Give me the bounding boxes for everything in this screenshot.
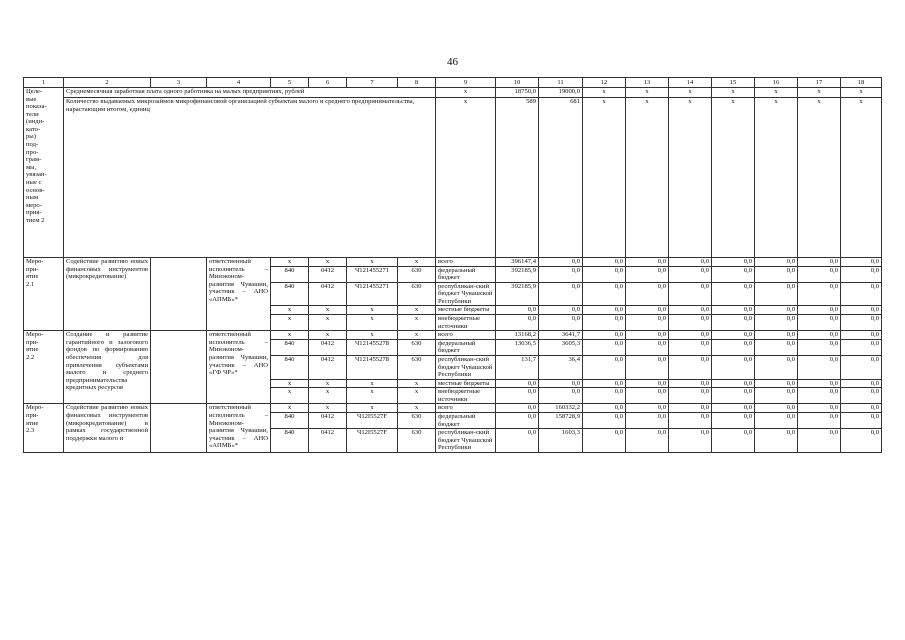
funding-value: 0,0 (539, 266, 583, 282)
funding-value: 0,0 (841, 315, 882, 331)
budget-code: х (347, 315, 398, 331)
budget-code: 630 (398, 429, 436, 453)
funding-value: 0,0 (626, 404, 669, 413)
funding-value: 0,0 (755, 404, 798, 413)
funding-value: 0,0 (626, 339, 669, 355)
funding-value: 0,0 (755, 412, 798, 428)
header-cell: 7 (347, 78, 398, 88)
funding-value: 0,0 (712, 355, 755, 379)
indicator-value: 681 (539, 98, 583, 258)
funding-value: 0,0 (626, 258, 669, 267)
budget-code: х (347, 404, 398, 413)
indicator-value: 18750,0 (496, 88, 539, 98)
funding-value: 0,0 (626, 388, 669, 404)
budget-code: 0412 (309, 412, 347, 428)
budget-code: Ч121455271 (347, 282, 398, 306)
funding-value: 0,0 (496, 379, 539, 388)
budget-code: 0412 (309, 266, 347, 282)
budget-code: 0412 (309, 429, 347, 453)
funding-value: 0,0 (626, 282, 669, 306)
indicator-row (24, 88, 882, 98)
header-cell: 9 (436, 78, 496, 88)
funding-value: 0,0 (626, 412, 669, 428)
funding-value: 0,0 (841, 339, 882, 355)
indicator-value: х (583, 88, 626, 98)
budget-code: х (271, 315, 309, 331)
indicator-value: х (669, 98, 712, 258)
funding-source: внебюджетные источники (436, 315, 496, 331)
funding-value: 0,0 (841, 412, 882, 428)
funding-value: 0,0 (496, 412, 539, 428)
funding-value: 0,0 (669, 404, 712, 413)
funding-value: 0,0 (712, 266, 755, 282)
indicator-name: Количество выдаваемых микрозаймов микрофинансовой организацией субъектам малого и среднего предпринимательства, нарастающим итогом, единиц (64, 98, 436, 258)
funding-value: 0,0 (669, 339, 712, 355)
funding-value: 0,0 (712, 258, 755, 267)
measure-row (24, 404, 882, 413)
funding-value: 0,0 (841, 379, 882, 388)
funding-value: 0,0 (712, 306, 755, 315)
funding-value: 13036,5 (496, 339, 539, 355)
funding-value: 0,0 (669, 258, 712, 267)
funding-source: федеральный бюджет (436, 339, 496, 355)
budget-code: 840 (271, 429, 309, 453)
budget-code: х (398, 379, 436, 388)
funding-value: 0,0 (583, 429, 626, 453)
funding-value: 0,0 (798, 331, 841, 340)
budget-code: х (309, 315, 347, 331)
funding-value: 392185,9 (496, 266, 539, 282)
funding-source: республикан-ский бюджет Чувашской Республики (436, 355, 496, 379)
header-cell: 12 (583, 78, 626, 88)
indicator-value: х (626, 88, 669, 98)
budget-code: 840 (271, 266, 309, 282)
header-cell: 3 (151, 78, 207, 88)
budget-code: х (347, 388, 398, 404)
funding-value: 0,0 (626, 429, 669, 453)
funding-value: 0,0 (496, 404, 539, 413)
measure-description: Содействие развитию новых финансовых инструментов (микрокредитование) в рамках государственной поддержки малого и (64, 404, 151, 452)
funding-value: 160332,2 (539, 404, 583, 413)
funding-value: 0,0 (626, 379, 669, 388)
funding-value: 0,0 (626, 355, 669, 379)
budget-code: х (271, 258, 309, 267)
header-cell: 15 (712, 78, 755, 88)
funding-value: 0,0 (669, 379, 712, 388)
funding-value: 0,0 (712, 339, 755, 355)
budget-code: х (398, 258, 436, 267)
header-cell: 8 (398, 78, 436, 88)
funding-value: 392185,9 (496, 282, 539, 306)
header-cell: 4 (207, 78, 271, 88)
budget-code: 840 (271, 339, 309, 355)
funding-value: 0,0 (712, 404, 755, 413)
funding-value: 0,0 (583, 282, 626, 306)
measure-responsible: ответственный исполнитель – Минэконом-развития Чувашии, участник – АНО «АПМБ»* (207, 404, 271, 452)
funding-value: 0,0 (626, 266, 669, 282)
indicator-value: х (841, 88, 882, 98)
funding-value: 0,0 (755, 258, 798, 267)
funding-source: республикан-ский бюджет Чувашской Республики (436, 429, 496, 453)
indicator-value: х (436, 98, 496, 258)
funding-value: 0,0 (712, 429, 755, 453)
measure-empty-cell (151, 404, 207, 452)
funding-value: 0,0 (712, 379, 755, 388)
funding-value: 0,0 (798, 355, 841, 379)
measure-responsible: ответственный исполнитель – Минэконом-развития Чувашии, участник – АНО «ГФ ЧР»* (207, 331, 271, 404)
header-cell: 5 (271, 78, 309, 88)
indicator-value: х (626, 98, 669, 258)
funding-source: всего (436, 331, 496, 340)
funding-value: 0,0 (798, 379, 841, 388)
budget-code: х (309, 388, 347, 404)
funding-value: 0,0 (539, 388, 583, 404)
funding-value: 0,0 (798, 412, 841, 428)
funding-value: 0,0 (626, 306, 669, 315)
funding-source: внебюджетные источники (436, 388, 496, 404)
budget-code: х (271, 379, 309, 388)
budget-code: 840 (271, 355, 309, 379)
funding-value: 0,0 (669, 355, 712, 379)
funding-value: 13168,2 (496, 331, 539, 340)
funding-value: 0,0 (496, 388, 539, 404)
indicator-value: х (755, 88, 798, 98)
funding-value: 0,0 (669, 429, 712, 453)
budget-code: Ч12I5527F (347, 412, 398, 428)
funding-value: 0,0 (496, 315, 539, 331)
funding-value: 0,0 (583, 315, 626, 331)
funding-value: 0,0 (583, 388, 626, 404)
funding-value: 0,0 (583, 339, 626, 355)
funding-source: федеральный бюджет (436, 266, 496, 282)
header-cell: 16 (755, 78, 798, 88)
funding-value: 0,0 (626, 315, 669, 331)
budget-code: х (347, 258, 398, 267)
budget-code: х (398, 331, 436, 340)
funding-value: 131,7 (496, 355, 539, 379)
funding-value: 0,0 (669, 282, 712, 306)
funding-value: 0,0 (539, 306, 583, 315)
funding-value: 0,0 (755, 379, 798, 388)
budget-code: 630 (398, 282, 436, 306)
funding-value: 0,0 (712, 331, 755, 340)
indicator-value: х (798, 88, 841, 98)
header-cell: 10 (496, 78, 539, 88)
funding-value: 0,0 (583, 306, 626, 315)
funding-value: 0,0 (755, 429, 798, 453)
funding-value: 0,0 (841, 266, 882, 282)
funding-value: 0,0 (755, 339, 798, 355)
header-cell: 1 (24, 78, 64, 88)
header-row (24, 78, 882, 88)
measure-label: Меро- при- ятие 2.2 (24, 331, 64, 404)
indicator-value: х (583, 98, 626, 258)
budget-code: Ч121455278 (347, 339, 398, 355)
funding-value: 0,0 (539, 258, 583, 267)
funding-value: 0,0 (798, 258, 841, 267)
funding-value: 0,0 (841, 331, 882, 340)
funding-value: 0,0 (841, 306, 882, 315)
funding-value: 0,0 (841, 258, 882, 267)
funding-value: 0,0 (712, 282, 755, 306)
indicator-value: х (712, 98, 755, 258)
funding-value: 0,0 (798, 404, 841, 413)
indicator-value: 589 (496, 98, 539, 258)
indicator-value: х (798, 98, 841, 258)
measure-label: Меро- при- ятие 2.3 (24, 404, 64, 452)
funding-value: 0,0 (669, 306, 712, 315)
funding-value: 0,0 (755, 315, 798, 331)
budget-code: х (398, 388, 436, 404)
budget-code: 840 (271, 412, 309, 428)
funding-source: федеральный бюджет (436, 412, 496, 428)
budget-code: 0412 (309, 355, 347, 379)
funding-value: 0,0 (539, 315, 583, 331)
header-cell: 11 (539, 78, 583, 88)
budget-code: Ч121455271 (347, 266, 398, 282)
measure-row (24, 258, 882, 267)
funding-value: 0,0 (583, 379, 626, 388)
funding-value: 0,0 (755, 306, 798, 315)
budget-code: 630 (398, 339, 436, 355)
funding-source: всего (436, 258, 496, 267)
funding-value: 0,0 (798, 388, 841, 404)
funding-value: 0,0 (841, 429, 882, 453)
funding-source: республикан-ский бюджет Чувашской Республики (436, 282, 496, 306)
funding-value: 0,0 (798, 306, 841, 315)
table-body (24, 78, 882, 453)
budget-code: х (398, 306, 436, 315)
funding-value: 0,0 (539, 282, 583, 306)
funding-value: 0,0 (841, 355, 882, 379)
budget-code: 630 (398, 355, 436, 379)
funding-value: 0,0 (626, 331, 669, 340)
funding-value: 3605,3 (539, 339, 583, 355)
funding-value: 0,0 (841, 404, 882, 413)
funding-value: 0,0 (583, 258, 626, 267)
budget-code: х (398, 404, 436, 413)
funding-value: 0,0 (841, 388, 882, 404)
funding-value: 396147,4 (496, 258, 539, 267)
indicator-section-label: Целе- вые показа- тели (инди- като- ры) под- про- грам- мы, увязан- ные с основ- ным меро- прия- тием 2 (24, 88, 64, 258)
measure-empty-cell (151, 331, 207, 404)
funding-value: 0,0 (583, 404, 626, 413)
funding-value: 3641,7 (539, 331, 583, 340)
funding-value: 0,0 (841, 282, 882, 306)
page-number: 46 (447, 56, 458, 68)
funding-value: 0,0 (755, 266, 798, 282)
funding-value: 1603,3 (539, 429, 583, 453)
measure-row (24, 331, 882, 340)
indicator-value: х (436, 88, 496, 98)
budget-code: х (271, 331, 309, 340)
funding-value: 0,0 (669, 315, 712, 331)
funding-value: 36,4 (539, 355, 583, 379)
funding-value: 0,0 (583, 412, 626, 428)
budget-code: х (347, 331, 398, 340)
budget-code: х (309, 306, 347, 315)
funding-value: 0,0 (755, 355, 798, 379)
funding-value: 0,0 (496, 429, 539, 453)
indicator-row (24, 98, 882, 258)
funding-value: 0,0 (583, 266, 626, 282)
header-cell: 17 (798, 78, 841, 88)
budget-code: х (309, 258, 347, 267)
measure-empty-cell (151, 258, 207, 331)
indicator-name: Среднемесячная заработная плата одного работника на малых предприятиях, рублей (64, 88, 436, 98)
funding-value: 0,0 (669, 331, 712, 340)
indicator-value: х (841, 98, 882, 258)
header-cell: 18 (841, 78, 882, 88)
indicator-value: х (712, 88, 755, 98)
header-cell: 2 (64, 78, 151, 88)
funding-value: 0,0 (798, 282, 841, 306)
budget-code: х (347, 306, 398, 315)
budget-code: 0412 (309, 282, 347, 306)
measure-responsible: ответственный исполнитель – Минэконом-развития Чувашии, участник – АНО «АПМБ»* (207, 258, 271, 331)
funding-value: 0,0 (712, 388, 755, 404)
budget-code: Ч12I5527F (347, 429, 398, 453)
header-cell: 6 (309, 78, 347, 88)
funding-value: 0,0 (798, 339, 841, 355)
funding-value: 0,0 (798, 315, 841, 331)
budget-code: х (271, 388, 309, 404)
funding-value: 0,0 (669, 266, 712, 282)
funding-value: 0,0 (712, 412, 755, 428)
funding-value: 0,0 (755, 331, 798, 340)
program-table (23, 77, 882, 453)
budget-code: 630 (398, 266, 436, 282)
funding-value: 0,0 (712, 315, 755, 331)
measure-description: Содействие развитию новых финансовых инструментов (микрокредитование) (64, 258, 151, 331)
funding-source: местные бюджеты (436, 379, 496, 388)
funding-value: 0,0 (583, 355, 626, 379)
measure-label: Меро- при- ятие 2.1 (24, 258, 64, 331)
funding-value: 0,0 (496, 306, 539, 315)
funding-value: 0,0 (539, 379, 583, 388)
header-cell: 14 (669, 78, 712, 88)
budget-code: х (309, 404, 347, 413)
budget-code: х (309, 331, 347, 340)
budget-code: х (309, 379, 347, 388)
funding-value: 0,0 (583, 331, 626, 340)
funding-source: всего (436, 404, 496, 413)
header-cell: 13 (626, 78, 669, 88)
indicator-value: 19000,0 (539, 88, 583, 98)
funding-value: 158728,9 (539, 412, 583, 428)
funding-value: 0,0 (669, 388, 712, 404)
budget-code: х (271, 306, 309, 315)
measure-description: Создание и развитие гарантийного и залогового фондов по формированию обеспечения для привлечения субъектами малого и среднего предпринимательства кредитных ресурсов (64, 331, 151, 404)
funding-value: 0,0 (755, 388, 798, 404)
funding-value: 0,0 (798, 266, 841, 282)
budget-code: х (347, 379, 398, 388)
budget-code: 0412 (309, 339, 347, 355)
funding-value: 0,0 (798, 429, 841, 453)
budget-code: Ч121455278 (347, 355, 398, 379)
funding-value: 0,0 (755, 282, 798, 306)
funding-value: 0,0 (669, 412, 712, 428)
indicator-value: х (669, 88, 712, 98)
budget-code: х (271, 404, 309, 413)
budget-code: х (398, 315, 436, 331)
budget-code: 630 (398, 412, 436, 428)
indicator-value: х (755, 98, 798, 258)
funding-source: местные бюджеты (436, 306, 496, 315)
budget-code: 840 (271, 282, 309, 306)
